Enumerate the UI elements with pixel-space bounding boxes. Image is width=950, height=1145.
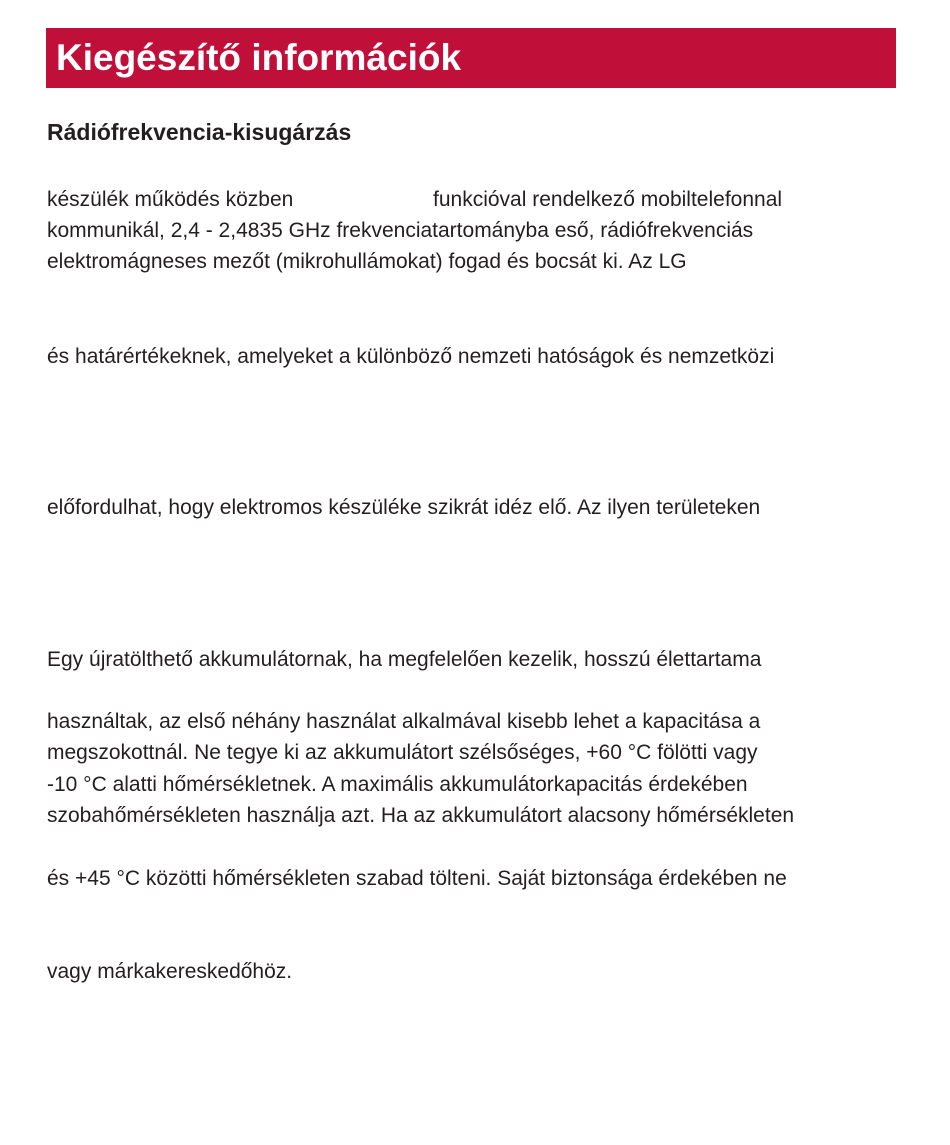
text-line-segment: készülék működés közben [47,188,294,211]
text-line: kommunikál, 2,4 - 2,4835 GHz frekvenciatartományba eső, rádiófrekvenciás [47,219,754,242]
text-line: előfordulhat, hogy elektromos készüléke szikrát idéz elő. Az ilyen területeken [47,496,761,519]
text-line: szobahőmérsékleten használja azt. Ha az akkumulátort alacsony hőmérsékleten [47,804,795,827]
text-line-segment: funkcióval rendelkező mobiltelefonnal [433,188,783,211]
text-line: -10 °C alatti hőmérsékletnek. A maximális akkumulátorkapacitás érdekében [47,773,748,796]
text-line: Egy újratölthető akkumulátornak, ha megfelelően kezelik, hosszú élettartama [47,648,762,671]
text-line: megszokottnál. Ne tegye ki az akkumulátort szélsőséges, +60 °C fölötti vagy [47,741,758,764]
text-line: és határértékeknek, amelyeket a különböző nemzeti hatóságok és nemzetközi [47,345,775,368]
text-line: és +45 °C közötti hőmérsékleten szabad tölteni. Saját biztonsága érdekében ne [47,867,787,890]
text-line: elektromágneses mezőt (mikrohullámokat) fogad és bocsát ki. Az LG [47,250,687,273]
text-line: használtak, az első néhány használat alkalmával kisebb lehet a kapacitása a [47,710,761,733]
header-bar [46,28,896,88]
page-title: Kiegészítő információk [56,37,462,78]
text-line: vagy márkakereskedőhöz. [47,960,293,983]
section-heading: Rádiófrekvencia-kisugárzás [47,119,352,145]
